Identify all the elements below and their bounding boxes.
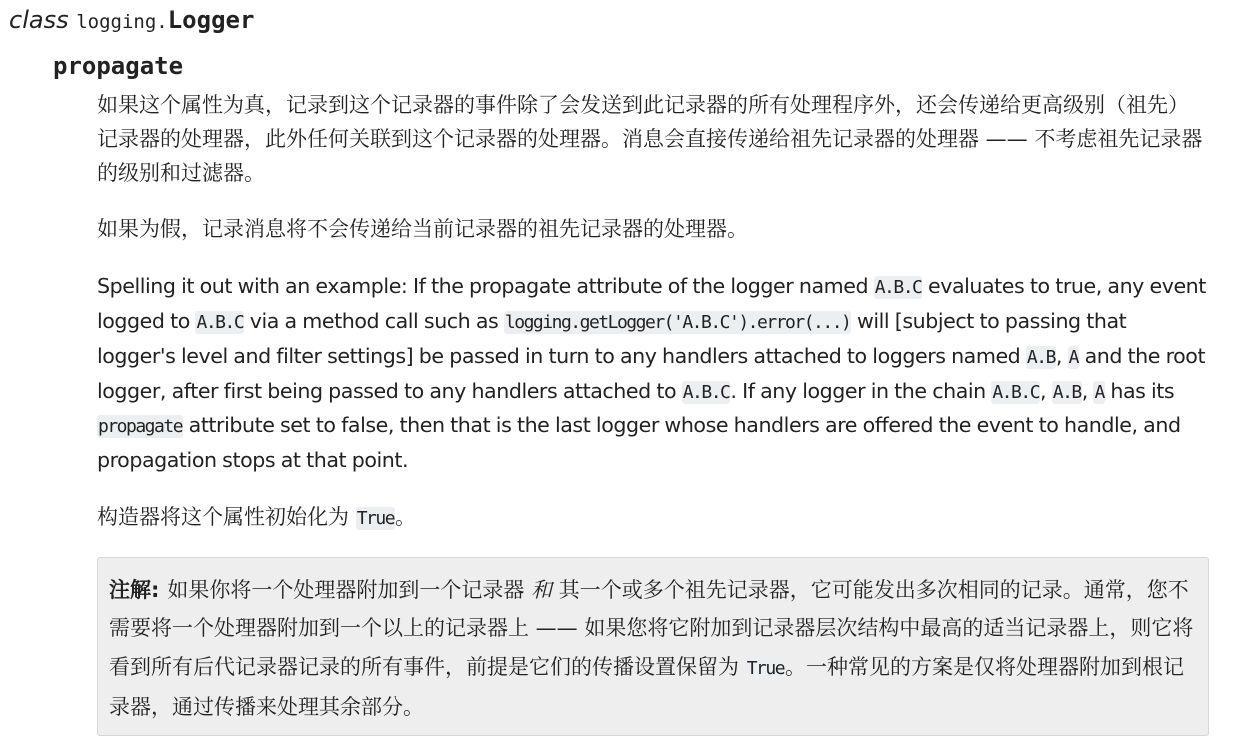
paragraph-propagate-false: 如果为假，记录消息将不会传递给当前记录器的祖先记录器的处理器。: [97, 217, 748, 242]
module-prefix: logging.: [76, 11, 168, 33]
emphasis: 和: [531, 577, 553, 602]
inline-code: True: [746, 657, 785, 679]
note-box: [97, 557, 1209, 736]
inline-code: A: [1068, 346, 1078, 368]
inline-code: A.B.C: [874, 277, 922, 299]
text: via a method call such as: [244, 308, 504, 333]
text: will [subject to passing that logger's level and filter settings] be passed in turn to any handlers attached to loggers named: [97, 308, 1127, 368]
paragraph-example: [97, 270, 1209, 478]
attribute-name: propagate: [53, 52, 184, 80]
inline-code: A.B.C: [992, 381, 1040, 403]
text: 构造器将这个属性初始化为: [97, 504, 356, 529]
paragraph-constructor: [97, 501, 1209, 536]
text: . If any logger in the chain: [730, 378, 992, 403]
text: 如果你将一个处理器附加到一个记录器: [167, 577, 532, 602]
text: ,: [1081, 378, 1094, 403]
text: ,: [1040, 378, 1052, 403]
note-text: [109, 571, 1197, 727]
inline-code: True: [356, 507, 395, 529]
text: Spelling it out with an example: If the propagate attribute of the logger named: [97, 274, 874, 299]
inline-code: A.B: [1026, 346, 1055, 368]
attribute-description: [97, 89, 1209, 736]
text: 。一种常见的方案是仅将处理器附加到根记录器，通过传播来处理其余部分。: [109, 654, 1185, 720]
class-name: Logger: [167, 6, 255, 34]
text: evaluates to true, any event logged to: [97, 274, 1206, 333]
inline-code: propagate: [98, 416, 183, 438]
text: and the root logger, after first being passed to any handlers attached to: [97, 343, 1206, 403]
inline-code: A.B.C: [196, 311, 244, 333]
text: attribute set to false, then that is the last logger whose handlers are offered the event to handle, and propagation stops at that point.: [97, 413, 1181, 473]
inline-code: A: [1094, 381, 1104, 403]
inline-code: A.B: [1052, 381, 1081, 403]
text: has its: [1104, 378, 1175, 403]
class-keyword: class: [9, 6, 69, 34]
text: ,: [1055, 343, 1068, 368]
paragraph-propagate-true: 如果这个属性为真，记录到这个记录器的事件除了会发送到此记录器的所有处理程序外，还会传递给更高级别（祖先）记录器的处理器，此外任何关联到这个记录器的处理器。消息会直接传递给祖先记录器的处理器 —— 不考虑祖先记录器的级别和过滤器。: [97, 93, 1203, 185]
text: 。: [395, 504, 417, 529]
note-title: 注解:: [109, 577, 160, 602]
inline-code: logging.getLogger('A.B.C').error(...): [504, 311, 851, 333]
class-signature: [9, 4, 254, 38]
text: 其一个或多个祖先记录器，它可能发出多次相同的记录。通常，您不需要将一个处理器附加到一个以上的记录器上 —— 如果您将它附加到记录器层次结构中最高的适当记录器上，则它将看到所有后代记录器记录的所有事件，前提是它们的传播设置保留为: [109, 577, 1194, 679]
inline-code: A.B.C: [682, 381, 730, 403]
